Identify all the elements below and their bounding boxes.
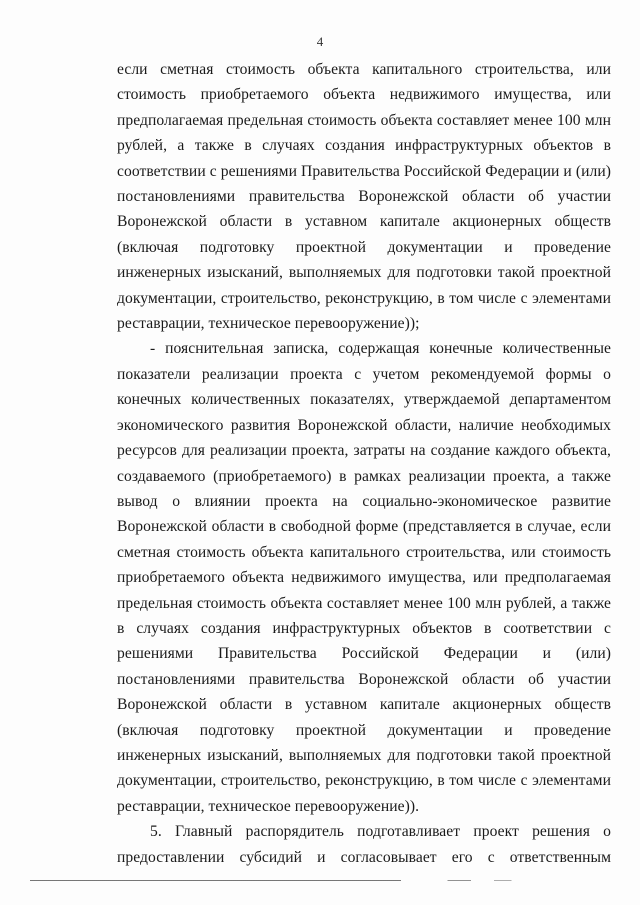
page-number: 4 [316,34,324,49]
paragraph-continuation: если сметная стоимость объекта капитального строительства, или стоимость приобретаемого объекта недвижимого имущества, или предполагаемая предельная стоимость объекта составляет менее 100 млн рублей, а также в случаях создания инфраструктурных объектов в соответствии с решениями Правительства Российской Федерации и (или) постановлениями правительства Воронежской области об участии Воронежской области в уставном капитале акционерных обществ (включая подготовку проектной документации и проведение инженерных изысканий, выполняемых для подготовки такой проектной документации, строительство, реконструкцию, в том числе с элементами реставрации, техническое перевооружение)); [117,61,611,333]
paragraph-explanatory-note: - пояснительная записка, содержащая конечные количественные показатели реализации проекта с учетом рекомендуемой формы о конечных количественных показателях, утверждаемой департаментом экономического развития Воронежской области, наличие необходимых ресурсов для реализации проекта, затраты на создание каждого объекта, создаваемого (приобретаемого) в рамках реализации проекта, а также вывод о влиянии проекта на социально-экономическое развитие Воронежской области в свободной форме (представляется в случае, если сметная стоимость объекта капитального строительства, или стоимость приобретаемого объекта недвижимого имущества, или предполагаемая предельная стоимость объекта составляет менее 100 млн рублей, а также в случаях создания инфраструктурных объектов в соответствии с решениями Правительства Российской Федерации и (или) постановлениями правительства Воронежской области об участии Воронежской области в уставном капитале акционерных обществ (включая подготовку проектной документации и проведение инженерных изысканий, выполняемых для подготовки такой проектной документации, строительство, реконструкцию, в том числе с элементами реставрации, техническое перевооружение)). [117,340,611,815]
document-body [117,57,611,870]
paragraph-item-5: 5. Главный распорядитель подготавливает проект решения о предоставлении субсидий и согласовывает его с ответственным [117,823,611,866]
scan-edge-line [30,880,610,881]
